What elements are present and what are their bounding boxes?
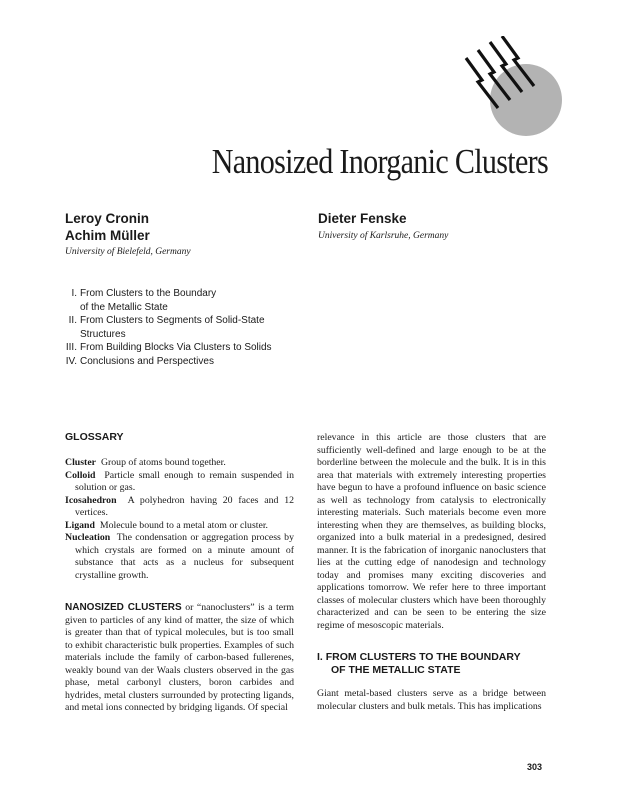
body-paragraph: relevance in this article are those clusters that are sufficiently well-defined and large enough to be at the borderline between the molecule and the bulk. It is in this area that materials with extremely interesting properties have begun to have a profound influence on basic science as well as technology from catalysis to electronically interesting materials. Such materials become even more interesting when they are themselves, as building blocks, organized into a bulk material in a predesigned, desired manner. It is the fabrication of inorganic nanoclusters that lies at the cutting edge of nanodesign and technology today and promises many exciting discoveries and applications tomorrow. We refer here to three important classes of molecular clusters which have been thoroughly characterized and can be seen to be entering the size regime of mesoscopic materials. xyxy=(317,432,546,631)
toc-line: From Building Blocks Via Clusters to Solids xyxy=(80,342,272,353)
glossary-entry xyxy=(65,470,294,495)
glossary-definition: Molecule bound to a metal atom or cluster. xyxy=(99,519,268,531)
glossary-entry xyxy=(65,495,294,520)
toc-item xyxy=(60,341,272,355)
author-affiliation: University of Bielefeld, Germany xyxy=(65,247,191,257)
section-heading-line: OF THE METALLIC STATE xyxy=(331,664,461,676)
body-paragraph: Giant metal-based clusters serve as a bridge between molecular clusters and bulk metals. This has implications xyxy=(317,688,546,712)
glossary-term: Ligand xyxy=(65,519,95,531)
glossary-entry xyxy=(65,532,294,582)
lightning-bolt-icon xyxy=(466,58,498,108)
intro-text: or “nanoclusters” is a term given to particles of any kind of matter, the size of which is greater than that of typical molecules, but is too small to exhibit characteristic bulk properties. Examples of such materials include the family of carbon-based fullerenes, weakly bound van der Waals clusters observed in the gas phase, metal carbonyl clusters, boron carbides and hydrides, metal clusters surrounded by protecting ligands, and metal ions connected by bridging ligands. Of special xyxy=(65,602,294,713)
right-column-paragraph xyxy=(317,432,546,632)
author-name: Dieter Fenske xyxy=(318,211,407,226)
table-of-contents xyxy=(60,287,272,368)
glossary-term: Icosahedron xyxy=(65,494,117,506)
author-name: Leroy Cronin xyxy=(65,211,150,226)
toc-line: From Clusters to the Boundary xyxy=(80,288,217,299)
toc-item xyxy=(60,355,272,369)
glossary-term: Cluster xyxy=(65,457,97,468)
page-number: 303 xyxy=(526,762,542,772)
toc-number: I. xyxy=(71,288,77,299)
glossary-list xyxy=(65,457,294,582)
section-heading-line: I. FROM CLUSTERS TO THE BOUNDARY xyxy=(317,651,521,663)
toc-item xyxy=(60,314,272,341)
section-heading xyxy=(317,651,549,677)
toc-line: Conclusions and Perspectives xyxy=(80,355,214,367)
glossary-heading: GLOSSARY xyxy=(65,431,124,443)
glossary-entry xyxy=(65,520,294,533)
author-name: Achim Müller xyxy=(65,228,150,243)
toc-line: of the Metallic State xyxy=(80,301,168,313)
glossary-definition: The condensation or aggregation process by which crystals are formed on a minute amount of substance that acts as a nucleus for subsequent crystalline growth. xyxy=(75,532,294,581)
glossary-definition: Group of atoms bound together. xyxy=(100,457,226,468)
intro-paragraph xyxy=(65,602,294,715)
article-title: Nanosized Inorganic Clusters xyxy=(211,142,548,181)
glossary-term: Colloid xyxy=(65,469,96,481)
glossary-term: Nucleation xyxy=(65,532,111,543)
toc-number: IV. xyxy=(65,355,77,367)
section-text xyxy=(317,688,546,713)
toc-number: III. xyxy=(65,342,77,353)
lightning-logo-icon xyxy=(464,36,564,136)
toc-line: Structures xyxy=(80,328,126,340)
glossary-definition: A polyhedron having 20 faces and 12 vertices. xyxy=(75,494,295,518)
glossary-definition: Particle small enough to remain suspended in solution or gas. xyxy=(75,469,294,493)
toc-item xyxy=(60,287,272,314)
toc-number: II. xyxy=(68,315,77,326)
glossary-entry xyxy=(65,457,294,470)
intro-lead: NANOSIZED CLUSTERS xyxy=(65,602,182,613)
toc-line: From Clusters to Segments of Solid-State xyxy=(80,315,265,326)
author-affiliation: University of Karlsruhe, Germany xyxy=(318,231,449,241)
